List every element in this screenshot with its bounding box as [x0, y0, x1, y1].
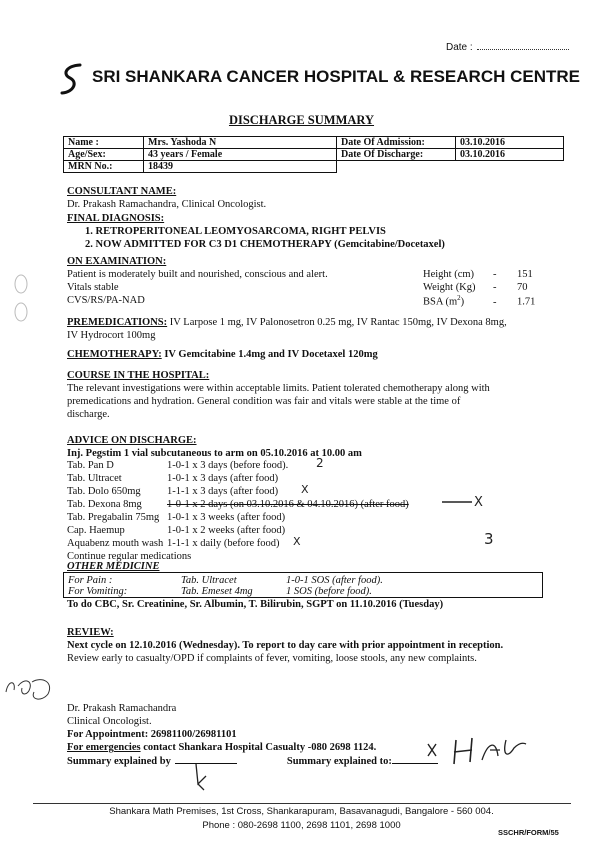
med-line: Tab. Ultracet 1-0-1 x 3 days (after food) — [67, 473, 279, 484]
weight-value: 70 — [517, 282, 528, 294]
hospital-logo — [58, 62, 84, 96]
doctor-name: Dr. Prakash Ramachandra — [67, 703, 177, 714]
binder-hole-marks — [10, 272, 32, 328]
handwritten-strike-mark — [440, 493, 490, 509]
med-line: Tab. Pregabalin 75mg 1-0-1 x 3 weeks (after food) — [67, 512, 286, 523]
med-line: Tab. Dolo 650mg 1-1-1 x 3 days (after food) — [67, 486, 279, 497]
other-med-row: For Vomiting: Tab. Emeset 4mg 1 SOS (before food). — [68, 586, 372, 597]
form-number: SSCHR/FORM/55 — [498, 828, 559, 837]
other-med-row: For Pain : Tab. Ultracet 1-0-1 SOS (after food). — [68, 575, 383, 586]
handwritten-signature — [418, 730, 548, 770]
exam-line: Patient is moderately built and nourished, conscious and alert. — [67, 269, 328, 281]
hospital-name: SRI SHANKARA CANCER HOSPITAL & RESEARCH CENTRE — [92, 67, 580, 86]
handwritten-initials — [2, 672, 62, 708]
footer-divider — [33, 803, 571, 804]
exam-line: Vitals stable — [67, 282, 119, 294]
footer-address: Shankara Math Premises, 1st Cross, Shankarapuram, Basavanagudi, Bangalore - 560 004. — [109, 806, 494, 817]
mrn-value: 18439 — [144, 161, 337, 173]
lab-tests-line: To do CBC, Sr. Creatinine, Sr. Albumin, T. Bilirubin, SGPT on 11.10.2016 (Tuesday) — [67, 599, 444, 610]
diagnosis-section: FINAL DIAGNOSIS: 1. RETROPERITONEAL LEOMYOSARCOMA, RIGHT PELVIS 2. NOW ADMITTED FOR C3 D1 CHEMOTHERAPY (Gemcitabine/Docetaxel) — [67, 213, 445, 251]
footer-phone: Phone : 080-2698 1100, 2698 1101, 2698 1000 — [202, 820, 401, 831]
handwritten-mark — [188, 760, 212, 796]
exam-line: CVS/RS/PA-NAD — [67, 295, 145, 307]
handwritten-x: X — [301, 483, 309, 496]
mrn-label: MRN No.: — [64, 161, 144, 173]
height-value: 151 — [517, 269, 533, 280]
consultant-section: CONSULTANT NAME: Dr. Prakash Ramachandra, Clinical Oncologist. — [67, 186, 267, 211]
agesex-label: Age/Sex: — [64, 149, 144, 161]
date-field: Date : — [446, 42, 569, 55]
appointment-line: For Appointment: 26981100/26981101 — [67, 729, 237, 741]
handwritten-three: 3 — [484, 530, 494, 548]
examination-section: ON EXAMINATION: Patient is moderately built and nourished, conscious and alert. Vitals stable CVS/RS/PA-NAD — [67, 255, 547, 308]
doctor-title: Clinical Oncologist. — [67, 716, 152, 728]
med-line: Cap. Haemup 1-0-1 x 2 weeks (after food) — [67, 525, 286, 536]
discharge-value: 03.10.2016 — [456, 149, 564, 161]
svg-text:X: X — [474, 495, 483, 509]
course-section: COURSE IN THE HOSPITAL: The relevant investigations were within acceptable limits. Patient tolerated chemotherapy along with premedications and hydration. General condition was fair and vitals were stable at the time of discharge. — [67, 370, 490, 421]
other-medicine-box — [63, 572, 543, 598]
name-label: Name : — [64, 137, 144, 149]
patient-info-table — [63, 136, 564, 173]
diagnosis-item: 1. RETROPERITONEAL LEOMYOSARCOMA, RIGHT PELVIS — [85, 226, 386, 238]
vitals-box: Height (cm) - 151 Weight (Kg) - 70 BSA $(m^2) - 1.71$ — [423, 269, 536, 308]
name-value: Mrs. Yashoda N — [144, 137, 337, 149]
signature-block: Dr. Prakash Ramachandra Clinical Oncologist. For Appointment: 26981100/26981101 For emergencies contact Shankara Hospital Casualty -080 2698 1124. Summary explained by Summary explained to: — [67, 702, 438, 768]
med-line: Tab. Pan D 1-0-1 x 3 days (before food). — [67, 460, 289, 471]
admission-label: Date Of Admission: — [337, 137, 456, 149]
other-medicine-heading: OTHER MEDICINE — [67, 561, 160, 572]
diagnosis-item: 2. NOW ADMITTED FOR C3 D1 CHEMOTHERAPY (Gemcitabine/Docetaxel) — [85, 239, 445, 251]
injection-line: Inj. Pegstim 1 vial subcutaneous to arm on 05.10.2016 at 10.00 am — [67, 448, 362, 460]
admission-value: 03.10.2016 — [456, 137, 564, 149]
med-line: Aquabenz mouth wash 1-1-1 x daily (before food) — [67, 538, 280, 549]
handwritten-x: X — [293, 535, 301, 548]
continue-meds: Continue regular medications — [67, 551, 192, 562]
bsa-value: 1.71 — [517, 296, 536, 308]
consultant-name: Dr. Prakash Ramachandra, Clinical Oncologist. — [67, 199, 267, 211]
page-title: DISCHARGE SUMMARY — [228, 113, 375, 127]
agesex-value: 43 years / Female — [144, 149, 337, 161]
med-line-cancelled: Tab. Dexona 8mg 1-0-1 x 2 days (on 03.10.2016 & 04.10.2016) (after food) — [67, 499, 409, 510]
discharge-label: Date Of Discharge: — [337, 149, 456, 161]
premedications-section: PREMEDICATIONS: IV Larpose 1 mg, IV Palonosetron 0.25 mg, IV Rantac 150mg, IV Dexona 8mg, IV Hydrocort 100mg — [67, 317, 507, 342]
chemotherapy-section: CHEMOTHERAPY: IV Gemcitabine 1.4mg and IV Docetaxel 120mg — [67, 349, 378, 360]
advice-section: ADVICE ON DISCHARGE: Inj. Pegstim 1 vial subcutaneous to arm on 05.10.2016 at 10.00 am — [67, 435, 362, 460]
review-section: REVIEW: Next cycle on 12.10.2016 (Wednesday). To report to day care with prior appointment in reception. Review early to casualty/OPD if complaints of fever, vomiting, loose stools, any new complaints. — [67, 627, 504, 665]
handwritten-check: 2 — [316, 456, 324, 470]
